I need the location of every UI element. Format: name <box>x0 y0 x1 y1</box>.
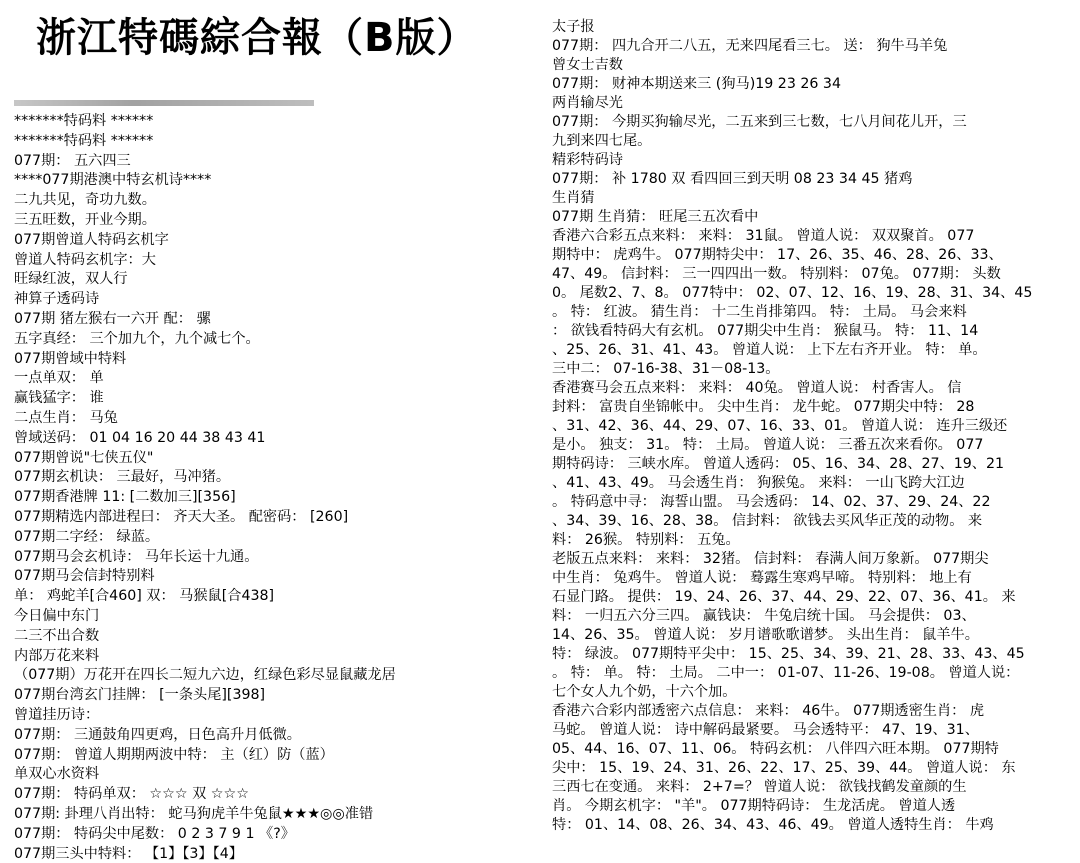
left-line: 曾道人特码玄机字：大 <box>14 251 156 268</box>
right-line: 是小。 独支： 31。 特： 土局。 曾道人说： 三番五次来看你。 077 <box>552 437 984 453</box>
right-line: ： 欲钱看特码大有玄机。 077期尖中生肖： 猴鼠马。 特： 11、14 <box>552 323 979 339</box>
right-line: 香港六合彩五点来料： 来料： 31鼠。 曾道人说： 双双聚首。 077 <box>552 228 975 244</box>
right-line: 老版五点来料： 来料： 32猪。 信封料： 春满人间万象新。 077期尖 <box>552 551 989 567</box>
left-line: （077期）万花开在四长二短九六边，红绿色彩尽显鼠藏龙居 <box>14 667 396 684</box>
left-line: *******特码料 ****** <box>14 132 154 149</box>
left-line: 077期: 卦理八肖出特： 蛇马狗虎羊牛兔鼠★★★◎◎准错 <box>14 806 374 822</box>
right-line: 0。 尾数2、7、8。 077特中： 02、07、12、16、19、28、31、34、45 <box>552 285 1033 301</box>
right-line: 、31、42、36、44、29、07、16、33、01。 曾道人说： 连升三级还 <box>552 418 1008 434</box>
right-line: 曾女士吉数 <box>552 57 623 73</box>
right-line: 05、44、16、07、11、06。 特码玄机： 八伴四六旺本期。 077期特 <box>552 741 999 757</box>
right-line: 077期： 四九合开二八五，无来四尾看三七。 送： 狗牛马羊兔 <box>552 38 948 54</box>
right-line: 。 特： 单。 特： 土局。 二中一： 01-07、11-26、19-08。 曾道人说： <box>552 665 1020 681</box>
left-line: 二三不出合数 <box>14 627 100 644</box>
left-line: 077期二字经： 绿蓝。 <box>14 528 160 545</box>
right-line: 肖。 今期玄机字： "羊"。 077期特码诗： 生龙活虎。 曾道人透 <box>552 798 956 814</box>
scan-artifact <box>14 100 314 106</box>
left-line: 077期台湾玄门挂牌： [一条头尾][398] <box>14 687 266 704</box>
left-line: 077期： 五六四三 <box>14 152 131 169</box>
left-line: 077期马会信封特别料 <box>14 568 155 585</box>
page-title: 浙江特碼綜合報（B版） <box>36 15 478 61</box>
right-line: 生肖猜 <box>552 190 595 206</box>
right-line: 太子报 <box>552 19 595 35</box>
left-line: 077期香港牌 11: [二数加三][356] <box>14 489 236 506</box>
right-line: 三中二： 07-16-38、31－08-13。 <box>552 361 780 377</box>
left-line: 077期： 特码尖中尾数： 0 2 3 7 9 1 《?》 <box>14 825 295 842</box>
right-line: 、25、26、31、41、43。 曾道人说： 上下左右齐开业。 特： 单。 <box>552 342 987 358</box>
right-line: 47、49。 信封料： 三一四四出一数。 特别料： 07兔。 077期： 头数 <box>552 266 1001 282</box>
left-line: 五字真经： 三个加九个，九个减七个。 <box>14 330 260 347</box>
right-line: 尖中： 15、19、24、31、26、22、17、25、39、44。 曾道人说： 东 <box>552 760 1016 776</box>
right-line: 、41、43、49。 马会透生肖： 狗猴兔。 来料： 一山飞跨大江边 <box>552 475 965 491</box>
left-line: 077期曾说"七侠五仪" <box>14 449 154 466</box>
right-line: 特： 01、14、08、26、34、43、46、49。 曾道人透特生肖： 牛鸡 <box>552 817 994 833</box>
right-line: 料： 26猴。 特别料： 五兔。 <box>552 532 740 548</box>
right-line: 中生肖： 兔鸡牛。 曾道人说： 蓦露生寒鸡早啼。 特别料： 地上有 <box>552 570 972 586</box>
right-line: 077期： 今期买狗输尽光，二五来到三七数，七八月间花儿开，三 <box>552 114 967 130</box>
left-line: 077期： 特码单双： ☆☆☆ 双 ☆☆☆ <box>14 786 249 803</box>
right-line: 期特码诗： 三峡水库。 曾道人透码： 05、16、34、28、27、19、21 <box>552 456 1005 472</box>
right-line: 077期： 财神本期送来三 (狗马)19 23 26 34 <box>552 76 841 92</box>
right-line: 石显门路。 提供： 19、24、26、37、44、29、22、07、36、41。 来 <box>552 589 1016 605</box>
right-line: 14、26、35。 曾道人说： 岁月谱歌歌谱梦。 头出生肖： 鼠羊牛。 <box>552 627 979 643</box>
left-line: 曾域送码： 01 04 16 20 44 38 43 41 <box>14 429 266 446</box>
left-line: 077期曾道人特码玄机字 <box>14 231 169 248</box>
right-line: 马蛇。 曾道人说： 诗中解码最紧要。 马会透特平： 47、19、31、 <box>552 722 979 738</box>
right-line: 精彩特码诗 <box>552 152 623 168</box>
right-line: 特： 绿波。 077期特平尖中： 15、25、34、39、21、28、33、43、45 <box>552 646 1025 662</box>
left-line: 077期玄机诀： 三最好，马冲猪。 <box>14 469 231 486</box>
left-line: 077期马会玄机诗： 马年长运十九通。 <box>14 548 259 565</box>
left-line: ****077期港澳中特玄机诗**** <box>14 172 212 189</box>
left-line: 单双心水资料 <box>14 766 100 783</box>
left-line: *******特码料 ****** <box>14 113 154 129</box>
right-line: 香港六合彩内部透密六点信息： 来料： 46牛。 077期透密生肖： 虎 <box>552 703 985 719</box>
right-line: 两肖输尽光 <box>552 95 623 111</box>
left-line: 二点生肖： 马兔 <box>14 410 118 426</box>
left-line: 077期： 三通鼓角四更鸡，日色高升月低微。 <box>14 726 301 743</box>
left-line: 三五旺数，开业今期。 <box>14 212 156 228</box>
left-line: 077期曾域中特料 <box>14 350 127 367</box>
right-line: 、34、39、16、28、38。 信封料： 欲钱去买风华正茂的动物。 来 <box>552 513 983 529</box>
right-line: 料： 一归五六分三四。 赢钱诀： 牛兔启统十国。 马会提供： 03、 <box>552 608 976 624</box>
left-line: 曾道挂历诗： <box>14 707 100 723</box>
right-line: 九到来四七尾。 <box>552 133 652 149</box>
left-line: 一点单双： 单 <box>14 370 104 387</box>
right-line: 香港赛马会五点来料： 来料： 40兔。 曾道人说： 村香害人。 信 <box>552 380 962 396</box>
left-line: 077期： 曾道人期期两波中特： 主（红）防（蓝） <box>14 746 334 763</box>
left-line: 077期精选内部进程曰： 齐天大圣。 配密码： [260] <box>14 509 349 525</box>
left-line: 赢钱猛字： 谁 <box>14 390 104 407</box>
right-line: 077期 生肖猜： 旺尾三五次看中 <box>552 209 759 225</box>
left-line: 今日偏中东门 <box>14 608 100 624</box>
right-line: 。 特： 红波。 猜生肖： 十二生肖排第四。 特： 土局。 马会来料 <box>552 304 967 320</box>
right-line: 三西七在变通。 来料： 2+7=？ 曾道人说： 欲钱找鹤发童颜的生 <box>552 779 967 795</box>
right-line: 七个女人九个奶，十六个加。 <box>552 684 737 700</box>
right-line: 期特中： 虎鸡牛。 077期特尖中： 17、26、35、46、28、26、33、 <box>552 247 1003 263</box>
left-line: 二九共见，奇功九数。 <box>14 192 156 209</box>
right-line: 。 特码意中寻： 海誓山盟。 马会透码： 14、02、37、29、24、22 <box>552 494 991 510</box>
left-line: 077期三头中特料： 【1】【3】【4】 <box>14 845 243 862</box>
left-line: 077期 猪左猴右一六开 配： 骡 <box>14 311 211 327</box>
right-line: 077期： 补 1780 双 看四回三到天明 08 23 34 45 猪鸡 <box>552 171 913 187</box>
left-line: 单： 鸡蛇羊[合460] 双： 马猴鼠[合438] <box>14 588 275 605</box>
right-line: 封料： 富贵自坐锦帐中。 尖中生肖： 龙牛蛇。 077期尖中特： 28 <box>552 399 975 415</box>
left-line: 旺绿红波，双人行 <box>14 271 128 288</box>
left-line: 内部万花来料 <box>14 647 100 664</box>
left-line: 神算子透码诗 <box>14 291 100 308</box>
